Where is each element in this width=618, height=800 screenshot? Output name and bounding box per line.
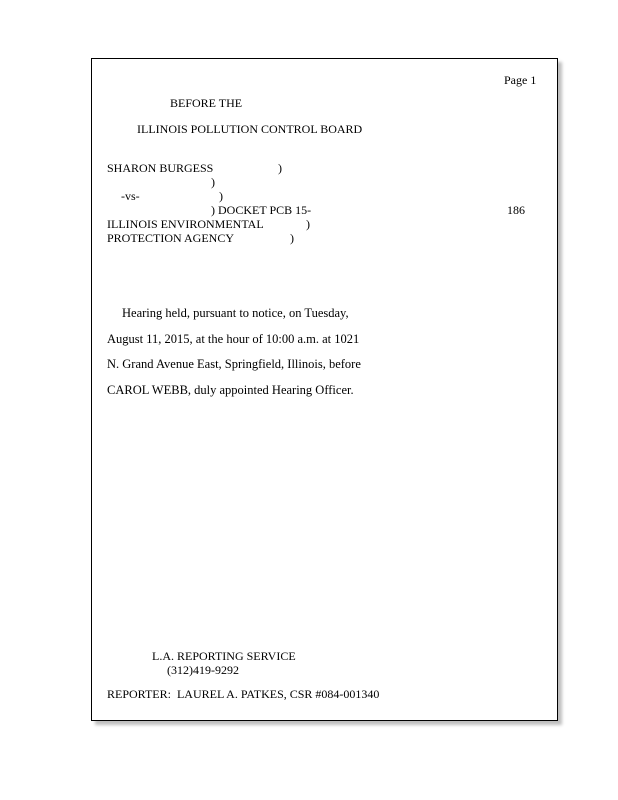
document-page [91,58,558,721]
reporter-line: REPORTER: LAUREL A. PATKES, CSR #084-001340 [107,687,380,701]
body-text-line: N. Grand Avenue East, Springfield, Illinois, before [107,357,361,371]
caption-petitioner: SHARON BURGESS [107,161,214,175]
reporting-service-name: L.A. REPORTING SERVICE [152,649,296,663]
caption-paren: ) [290,231,294,245]
caption-paren: ) [211,175,215,189]
body-text-line: CAROL WEBB, duly appointed Hearing Officer. [107,383,354,397]
caption-vs: -vs- [121,189,140,203]
heading-board-name: ILLINOIS POLLUTION CONTROL BOARD [137,122,363,136]
caption-paren: ) [219,189,223,203]
caption-paren: ) [306,217,310,231]
caption-paren: ) [278,161,282,175]
caption-docket-number: 186 [507,203,525,217]
heading-before-the: BEFORE THE [170,96,243,110]
body-text-line: August 11, 2015, at the hour of 10:00 a.m. at 1021 [107,332,360,346]
body-text-line: Hearing held, pursuant to notice, on Tuesday, [122,306,349,320]
page-number: Page 1 [504,73,537,87]
reporting-service-phone: (312)419-9292 [167,663,239,677]
caption-respondent-line2: PROTECTION AGENCY [107,231,235,245]
caption-docket-label: ) DOCKET PCB 15- [211,203,312,217]
caption-respondent-line1: ILLINOIS ENVIRONMENTAL [107,217,264,231]
